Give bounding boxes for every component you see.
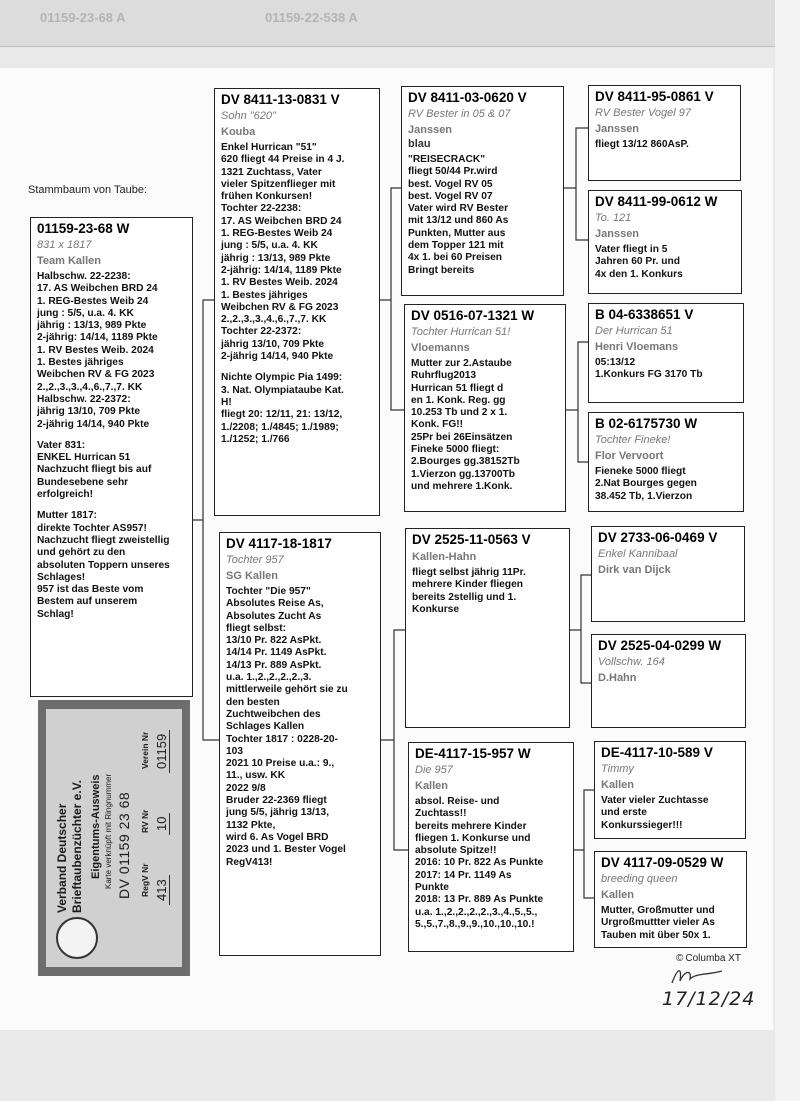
- description-line: 2.Bourges gg.38152Tb: [411, 456, 520, 468]
- description-line: 13/10 Pr. 822 AsPkt.: [226, 635, 322, 647]
- pigeon-name: Die 957: [415, 764, 453, 776]
- description-line: 2021 10 Preise u.a.: 9.,: [226, 758, 335, 770]
- description-line: best. Vogel RV 07: [408, 190, 493, 202]
- description-line: Halbschw. 22-2238:: [37, 271, 131, 282]
- description-line: 620 fliegt 44 Preise in 4 J.: [221, 154, 345, 166]
- description-line: Vater 831:: [37, 439, 86, 451]
- ring-number: B 04-6338651 V: [595, 307, 694, 322]
- description-line: 2-jährig: 14/14, 1189 Pkte: [37, 332, 158, 344]
- description-line: 10.253 Tb und 2 x 1.: [411, 407, 508, 419]
- ghost-text-2: 01159-22-538 A: [265, 10, 358, 25]
- id-card-inner: [46, 709, 182, 967]
- association-name-line2: Brieftaubenzüchter e.V.: [70, 780, 84, 913]
- description-line: frühen Konkursen!: [221, 191, 313, 203]
- description-line: und mehrere 1.Konk.: [411, 480, 513, 492]
- card-description: [601, 795, 740, 832]
- description-line: 5.,5.,7.,8.,9.,9.,10.,10.,10.!: [415, 918, 535, 930]
- description-line: vieler Spitzenflieger mit: [221, 178, 336, 190]
- pigeon-name: RV Bester in 05 & 07: [408, 108, 511, 120]
- ring-number: DV 8411-13-0831 V: [221, 92, 340, 107]
- connector-fm-fmf: [566, 342, 588, 410]
- description-line: Mutter zur 2.Astaube: [411, 358, 512, 369]
- description-line: 4x den 1. Konkurs: [595, 268, 683, 280]
- ring-number: DE-4117-10-589 V: [601, 745, 713, 760]
- card-great-grandparent-7: [594, 741, 746, 839]
- description-line: Tauben mit über 50x 1.: [601, 929, 711, 941]
- description-line: 14/13 Pr. 889 AsPkt.: [226, 659, 322, 671]
- description-line: Nichte Olympic Pia 1499:: [221, 372, 343, 384]
- description-line: bereits mehrere Kinder: [415, 820, 527, 832]
- connector-ff-fff: [564, 128, 588, 188]
- description-line: 1. REG-Bestes Weib 24: [221, 228, 333, 240]
- description-line: Tochter 22-2372:: [221, 326, 302, 338]
- copyright-text: Columba XT: [685, 953, 741, 964]
- breeder-name: Vloemanns: [411, 342, 470, 354]
- description-line: jährig 13/10, 709 Pkte: [37, 406, 141, 418]
- pigeon-name: 831 x 1817: [37, 239, 92, 251]
- description-line: en 1. Konk. Reg. gg: [411, 394, 506, 406]
- description-line: best. Vogel RV 05: [408, 178, 493, 190]
- description-line: Punkte: [415, 882, 449, 894]
- card-description: [408, 154, 558, 277]
- description-line: Konkurssieger!!!: [601, 819, 683, 831]
- card-grandfather-paternal: [401, 86, 564, 296]
- description-line: 1. Bestes jähriges: [37, 357, 124, 369]
- card-description: [221, 142, 374, 446]
- line-gap: [221, 363, 374, 372]
- description-line: direkte Tochter AS957!: [37, 522, 147, 534]
- id-card-ring-number: DV 01159 23 68: [116, 791, 132, 899]
- description-line: Schlag!: [37, 608, 74, 620]
- pigeon-name: Der Hurrican 51: [595, 325, 673, 337]
- ring-number: 01159-23-68 W: [37, 221, 130, 236]
- description-line: 1.Konkurs FG 3170 Tb: [595, 369, 703, 381]
- description-line: fliegt 20: 12/11, 21: 13/12,: [221, 409, 343, 421]
- description-line: erfolgreich!: [37, 489, 94, 501]
- description-line: Enkel Hurrican "51": [221, 142, 317, 153]
- ring-number: DV 2733-06-0469 V: [598, 530, 718, 545]
- ring-number: DE-4117-15-957 W: [415, 746, 531, 761]
- card-description: [595, 139, 735, 151]
- description-line: Bestem auf unserem: [37, 596, 138, 608]
- description-line: Weibchen RV & FG 2023: [37, 369, 155, 381]
- description-line: Bringt bereits: [408, 264, 475, 276]
- card-grandmother-paternal: [404, 304, 566, 512]
- ghost-text-1: 01159-23-68 A: [40, 10, 126, 25]
- ownership-id-card: [38, 700, 190, 976]
- description-line: absoluten Toppern unseres: [37, 559, 170, 571]
- card-main-pigeon: [30, 217, 193, 697]
- id-card-content: [46, 709, 182, 967]
- description-line: u.a. 1.,2.,2.,2.,2.,3.: [226, 672, 312, 684]
- description-line: mehrere Kinder fliegen: [412, 579, 523, 591]
- description-line: Halbschw. 22-2372:: [37, 393, 131, 405]
- breeder-name: Kallen: [415, 780, 449, 792]
- signature-icon: [668, 963, 728, 989]
- description-line: Bruder 22-2369 fliegt: [226, 795, 327, 807]
- pigeon-name: breeding queen: [601, 873, 678, 885]
- description-line: Tochter "Die 957": [226, 586, 311, 597]
- connector-father-fm: [391, 300, 404, 410]
- description-line: Absolutes Zucht As: [226, 610, 322, 622]
- description-line: jung 5/5, jährig 13/13,: [226, 807, 330, 819]
- breeder-name: Janssen: [595, 123, 640, 135]
- pigeon-color: blau: [408, 138, 431, 150]
- description-line: 2.,2.,3.,3.,4.,6.,7.,7. KK: [221, 314, 327, 326]
- connector-mf-mfm: [581, 630, 591, 683]
- description-line: fliegt 13/12 860AsP.: [595, 139, 689, 150]
- description-line: 2.,2.,3.,3.,4.,6.,7.,7. KK: [37, 381, 143, 393]
- description-line: absol. Reise- und: [415, 796, 500, 807]
- pigeon-name: To. 121: [595, 212, 632, 224]
- connector-mf-mff: [570, 575, 591, 630]
- description-line: jährig : 13/13, 989 Pkte: [221, 252, 331, 264]
- pigeon-name: RV Bester Vogel 97: [595, 107, 692, 119]
- breeder-name: Kallen: [601, 779, 635, 791]
- breeder-name: Henri Vloemans: [595, 341, 679, 353]
- description-line: Ruhrflug2013: [411, 370, 477, 382]
- description-line: 1./1252; 1./766: [221, 433, 290, 445]
- breeder-name: Team Kallen: [37, 255, 101, 267]
- card-description: [412, 567, 564, 616]
- description-line: 1. Bestes jähriges: [221, 289, 308, 301]
- description-line: Vater vieler Zuchtasse: [601, 795, 709, 806]
- ring-number: DV 4117-09-0529 W: [601, 855, 724, 870]
- description-line: Vater fliegt in 5: [595, 244, 668, 255]
- ring-number: DV 2525-04-0299 W: [598, 638, 722, 653]
- connector-main-mother: [203, 520, 219, 740]
- card-great-grandparent-3: [588, 303, 744, 403]
- description-line: Tochter 1817 : 0228-20-: [226, 733, 338, 745]
- breeder-name: Janssen: [595, 228, 640, 240]
- description-line: 1. REG-Bestes Weib 24: [37, 295, 149, 307]
- pigeon-name: Sohn "620": [221, 110, 276, 122]
- connector-mm-mmm: [584, 850, 594, 898]
- rv-value: 10: [154, 813, 170, 835]
- pigeon-name: Tochter Hurrican 51!: [411, 326, 511, 338]
- pigeon-name: Tochter 957: [226, 554, 284, 566]
- card-description: [595, 466, 738, 503]
- id-card-title: Eigentums-Ausweis: [90, 774, 102, 879]
- connector-main-father: [192, 300, 214, 520]
- card-description: [226, 586, 375, 869]
- description-line: 2023 und 1. Bester Vogel: [226, 844, 346, 856]
- description-line: 2-jährig 14/14, 940 Pkte: [37, 418, 150, 430]
- pigeon-name: Tochter Fineke!: [595, 434, 671, 446]
- card-great-grandparent-4: [588, 412, 744, 512]
- connector-father-ff: [380, 188, 401, 300]
- description-line: 17. AS Weibchen BRD 24: [221, 215, 342, 227]
- breeder-name: Flor Vervoort: [595, 450, 664, 462]
- description-line: und erste: [601, 807, 647, 819]
- ring-number: DV 8411-95-0861 V: [595, 89, 714, 104]
- page-title: Stammbaum von Taube:: [28, 184, 148, 196]
- card-description: [411, 358, 560, 493]
- pigeon-name: Timmy: [601, 763, 634, 775]
- card-description: [415, 796, 568, 931]
- card-great-grandparent-5: [591, 526, 745, 622]
- association-logo-icon: [56, 917, 98, 959]
- card-great-grandparent-8: [594, 851, 747, 948]
- description-line: ENKEL Hurrican 51: [37, 452, 131, 464]
- description-line: 1. RV Bestes Weib. 2024: [37, 344, 154, 356]
- description-line: 11., usw. KK: [226, 770, 286, 782]
- description-line: bereits 2stellig und 1.: [412, 591, 517, 603]
- description-line: Weibchen RV & FG 2023: [221, 301, 339, 313]
- description-line: jährig : 13/13, 989 Pkte: [37, 320, 147, 332]
- description-line: fliegen 1. Konkurse und: [415, 832, 531, 844]
- description-line: Tochter 22-2238:: [221, 203, 302, 215]
- connector-ff-ffm: [576, 188, 588, 240]
- description-line: H!: [221, 396, 232, 408]
- card-great-grandparent-6: [591, 634, 746, 728]
- line-gap: [37, 431, 187, 440]
- description-line: jährig 13/10, 709 Pkte: [221, 338, 325, 350]
- description-line: Hurrican 51 fliegt d: [411, 382, 504, 394]
- breeder-name: Kallen: [601, 889, 635, 901]
- handwritten-date: 17/12/24: [662, 988, 756, 1010]
- regv-label: RegV Nr: [140, 863, 150, 897]
- card-description: [37, 271, 187, 621]
- description-line: Punkten, Mutter aus: [408, 227, 506, 239]
- description-line: 103: [226, 745, 243, 757]
- ring-number: DV 8411-03-0620 V: [408, 90, 527, 105]
- description-line: 1.Vierzon gg.13700Tb: [411, 468, 515, 480]
- description-line: fliegt selbst jährig 11Pr.: [412, 567, 526, 578]
- description-line: Schlages Kallen: [226, 721, 305, 733]
- description-line: 25Pr bei 26Einsätzen: [411, 431, 513, 443]
- description-line: 17. AS Weibchen BRD 24: [37, 283, 158, 295]
- description-line: Absolutes Reise As,: [226, 598, 324, 610]
- line-gap: [37, 501, 187, 510]
- ring-number: B 02-6175730 W: [595, 416, 698, 431]
- breeder-name: Dirk van Dijck: [598, 564, 671, 576]
- verein-label: Verein Nr: [140, 731, 150, 769]
- description-line: Jahren 60 Pr. und: [595, 256, 680, 268]
- description-line: RegV413!: [226, 856, 273, 868]
- ring-number: DV 2525-11-0563 V: [412, 532, 531, 547]
- association-name-line1: Verband Deutscher: [55, 803, 69, 913]
- ring-number: DV 0516-07-1321 W: [411, 308, 535, 323]
- breeder-name: Janssen: [408, 124, 453, 136]
- description-line: 1./2208; 1./4845; 1./1989;: [221, 421, 339, 433]
- card-description: [601, 905, 741, 942]
- description-line: jung : 5/5, u.a. 4. KK: [221, 240, 318, 252]
- description-line: Konkurse: [412, 603, 459, 615]
- description-line: 1321 Zuchtass, Vater: [221, 166, 322, 178]
- description-line: Nachzucht fliegt zweistellig: [37, 534, 170, 546]
- description-line: 14/14 Pr. 1149 AsPkt.: [226, 647, 327, 659]
- description-line: Konk. FG!!: [411, 419, 464, 431]
- ring-number: DV 4117-18-1817: [226, 536, 332, 551]
- description-line: Fieneke 5000 fliegt: [595, 466, 686, 477]
- id-card-subtitle: Karte verknüpft mit Ringnummer: [104, 773, 113, 889]
- breeder-name: Kouba: [221, 126, 256, 138]
- description-line: 2022 9/8: [226, 782, 266, 794]
- description-line: wird 6. As Vogel BRD: [226, 831, 329, 843]
- description-line: Vater wird RV Bester: [408, 203, 509, 215]
- description-line: fliegt 50/44 Pr.wird: [408, 166, 498, 178]
- card-description: [595, 357, 738, 382]
- verein-value: 01159: [154, 730, 170, 773]
- description-line: absolute Spitze!!: [415, 845, 497, 857]
- rv-label: RV Nr: [140, 809, 150, 833]
- description-line: mit 13/12 und 860 As: [408, 215, 509, 227]
- description-line: Mutter, Großmutter und: [601, 905, 715, 916]
- pigeon-name: Vollschw. 164: [598, 656, 665, 668]
- description-line: den besten: [226, 696, 280, 708]
- connector-mother-mf: [381, 630, 405, 740]
- description-line: Zuchtass!!: [415, 808, 467, 820]
- connector-mother-mm: [394, 740, 408, 850]
- description-line: fliegt selbst:: [226, 622, 287, 634]
- card-great-grandparent-1: [588, 85, 741, 181]
- card-great-grandparent-2: [588, 190, 742, 294]
- description-line: Fineke 5000 fliegt:: [411, 444, 500, 456]
- description-line: 3. Nat. Olympiataube Kat.: [221, 384, 344, 396]
- card-description: [595, 244, 736, 281]
- breeder-name: SG Kallen: [226, 570, 278, 582]
- description-line: 957 ist das Beste vom: [37, 584, 144, 596]
- description-line: 4x 1. bei 60 Preisen: [408, 252, 503, 264]
- regv-value: 413: [154, 875, 170, 905]
- card-father: [214, 88, 380, 516]
- description-line: Schlages!: [37, 571, 86, 583]
- description-line: u.a. 1.,2.,2.,2.,2.,3.,4.,5.,5.,: [415, 906, 538, 918]
- breeder-name: Kallen-Hahn: [412, 551, 477, 563]
- card-mother: [219, 532, 381, 956]
- description-line: 2018: 13 Pr. 889 As Punkte: [415, 894, 544, 906]
- description-line: 2-jährig: 14/14, 1189 Pkte: [221, 264, 342, 276]
- connector-fm-fmm: [578, 410, 588, 462]
- description-line: 38.452 Tb, 1.Vierzon: [595, 490, 693, 502]
- connector-mm-mmf: [574, 790, 594, 850]
- description-line: 1. RV Bestes Weib. 2024: [221, 277, 338, 289]
- description-line: Urgroßmuttter vieler As: [601, 917, 715, 929]
- description-line: und gehört zu den: [37, 547, 126, 559]
- description-line: jung : 5/5, u.a. 4. KK: [37, 307, 134, 319]
- description-line: "REISECRACK": [408, 154, 486, 165]
- description-line: Bundesebene sehr: [37, 476, 129, 488]
- description-line: dem Topper 121 mit: [408, 240, 504, 252]
- card-grandfather-maternal: [405, 528, 570, 728]
- card-grandmother-maternal: [408, 742, 574, 952]
- copyright-icon: ©: [676, 953, 684, 964]
- description-line: 2016: 10 Pr. 822 As Punkte: [415, 857, 544, 869]
- description-line: 2.Nat Bourges gegen: [595, 478, 697, 490]
- ring-number: DV 8411-99-0612 W: [595, 194, 718, 209]
- description-line: 2017: 14 Pr. 1149 As: [415, 869, 512, 881]
- description-line: 1132 Pkte,: [226, 819, 276, 831]
- description-line: 2-jährig 14/14, 940 Pkte: [221, 351, 334, 363]
- description-line: Zuchtweibchen des: [226, 708, 321, 720]
- description-line: Nachzucht fliegt bis auf: [37, 464, 152, 476]
- pigeon-name: Enkel Kannibaal: [598, 548, 678, 560]
- description-line: 05:13/12: [595, 357, 636, 368]
- breeder-name: D.Hahn: [598, 672, 637, 684]
- description-line: Mutter 1817:: [37, 510, 98, 522]
- description-line: mittlerweile gehört sie zu: [226, 684, 348, 696]
